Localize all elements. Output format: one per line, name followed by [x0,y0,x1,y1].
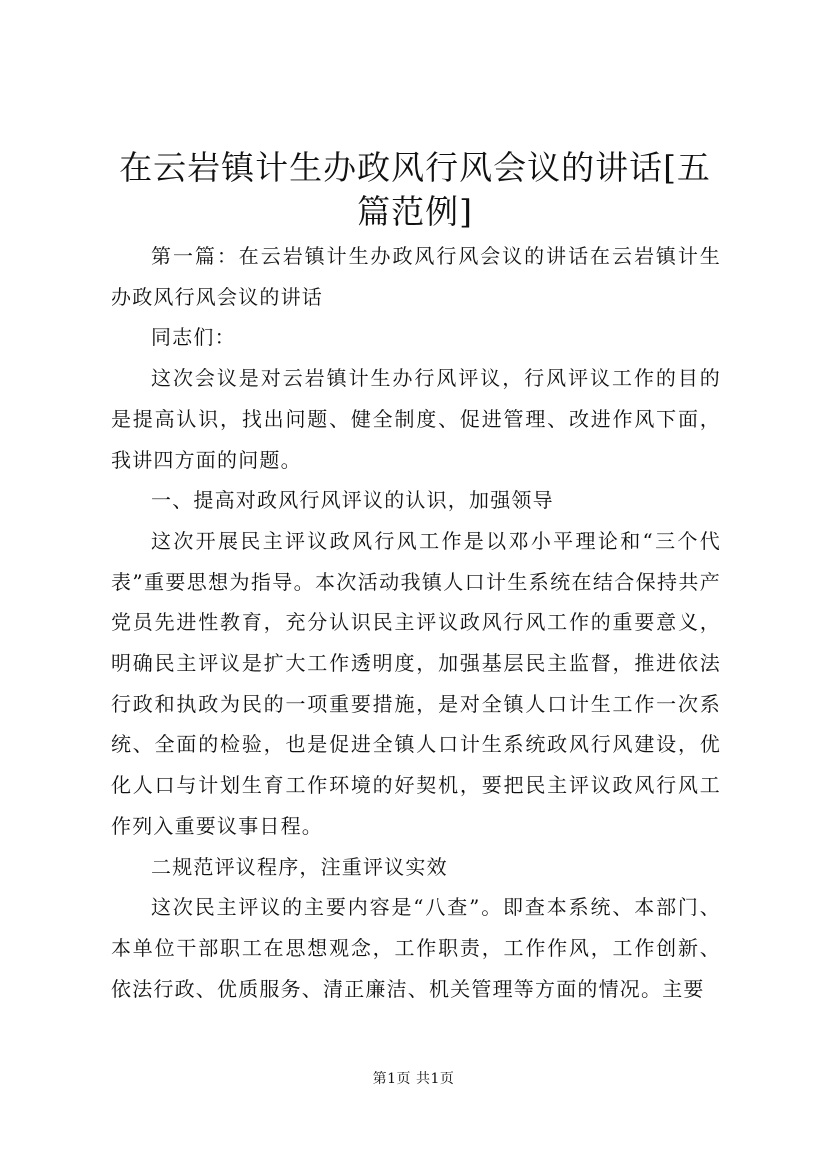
document-body [111,236,721,1009]
paragraph: 同志们： [151,325,236,350]
paragraph: 这次会议是对云岩镇计生办行风评议，行风评议工作的目的是提高认识，找出问题、健全制度、促进管理、改进作风下面，我讲四方面的问题。 [111,366,721,472]
paragraph: 二规范评议程序，注重评议实效 [151,854,448,879]
paragraph: 这次民主评议的主要内容是“八查”。即查本系统、本部门、本单位干部职工在思想观念，工作职责，工作作风，工作创新、依法行政、优质服务、清正廉洁、机关管理等方面的情况。主要 [111,895,721,1001]
paragraph: 一、提高对政风行风评议的认识，加强领导 [151,488,554,513]
paragraph: 这次开展民主评议政风行风工作是以邓小平理论和“三个代表”重要思想为指导。本次活动我镇人口计生系统在结合保持共产党员先进性教育，充分认识民主评议政风行风工作的重要意义，明确民主评议是扩大工作透明度，加强基层民主监督，推进依法行政和执政为民的一项重要措施，是对全镇人口计生工作一次系统、全面的检验，也是促进全镇人口计生系统政风行风建设，优化人口与计划生育工作环境的好契机，要把民主评议政风行风工作列入重要议事日程。 [111,528,721,838]
page-footer: 第1页 共1页 [372,1071,455,1087]
paragraph: 第一篇：在云岩镇计生办政风行风会议的讲话在云岩镇计生办政风行风会议的讲话 [111,244,721,309]
document-title: 在云岩镇计生办政风行风会议的讲话[五篇范例] [119,148,711,231]
